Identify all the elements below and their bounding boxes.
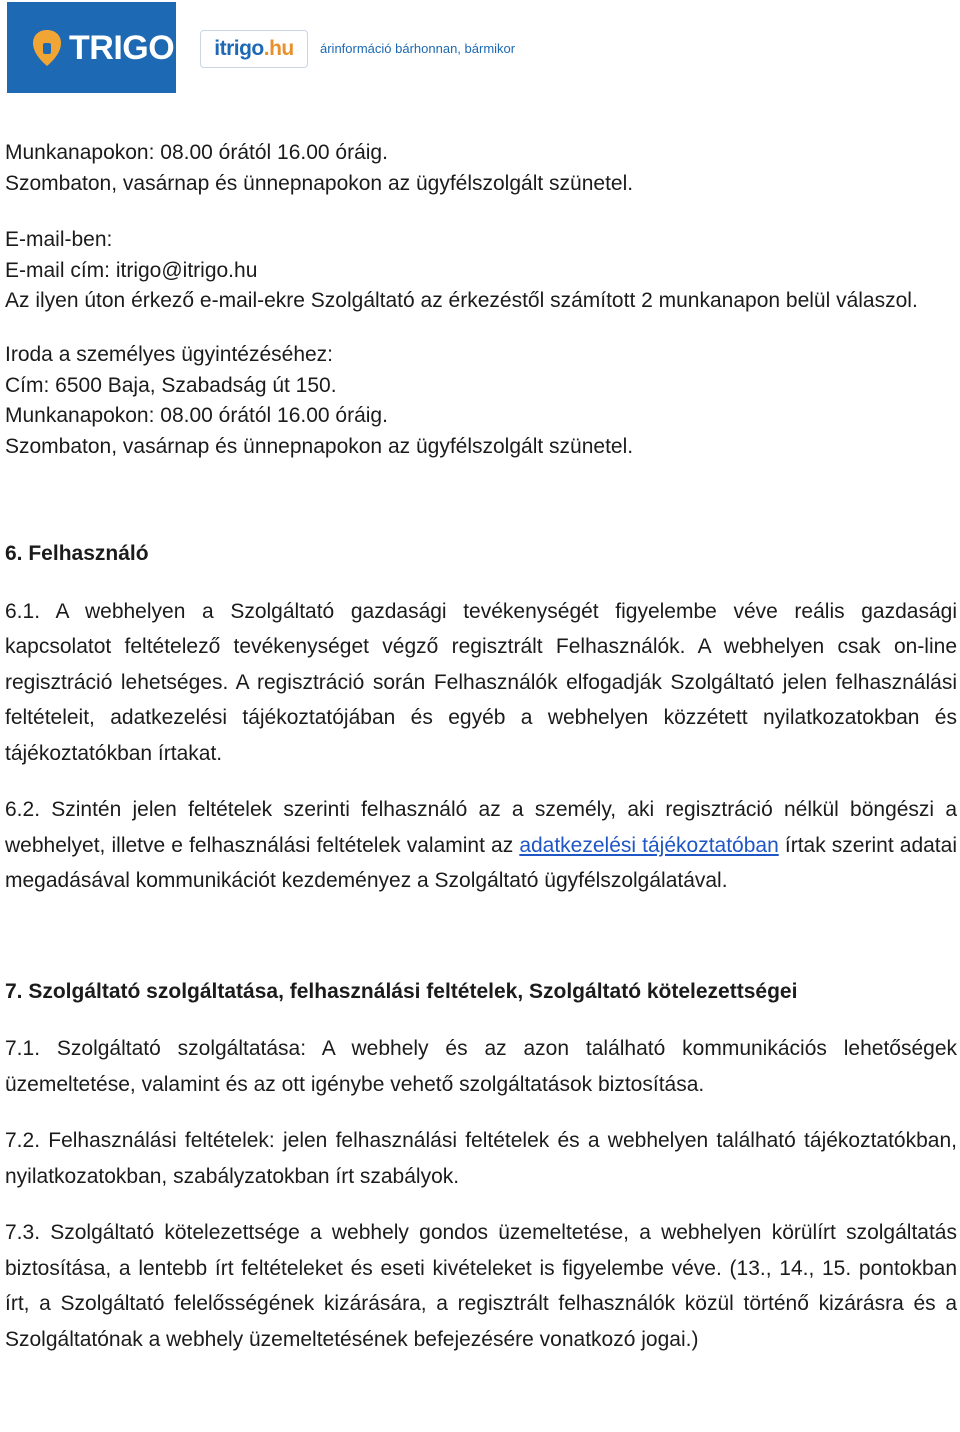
shield-lock-icon — [31, 29, 63, 67]
section-6-2-text-start: 6.2. Szintén jelen feltételek szerinti felhasználó az a személy, aki regisztráció nélkül böngészi a webhelyet, illetve e felhasználási feltételek valamint az — [5, 798, 957, 857]
section-6-title: 6. Felhasználó — [5, 542, 149, 565]
itrigo-badge[interactable] — [200, 30, 308, 68]
trigo-logo-text: TRIGO — [69, 29, 175, 67]
office-hours: Munkanapokon: 08.00 órától 16.00 óráig. — [5, 404, 388, 427]
section-7-title: 7. Szolgáltató szolgáltatása, felhasználási feltételek, Szolgáltató kötelezettségei — [5, 979, 798, 1003]
tagline: árinformáció bárhonnan, bármikor — [320, 41, 516, 56]
office-heading: Iroda a személyes ügyintézéséhez: — [5, 343, 334, 366]
itrigo-badge-domain: .hu — [263, 37, 294, 60]
section-7-1-text: 7.1. Szolgáltató szolgáltatása: A webhely és az azon található kommunikációs lehetőségek üzemeltetése, valamint és az ott igénybe vehető szolgáltatások biztosítása. — [5, 1037, 957, 1096]
page-header — [0, 0, 960, 100]
section-7-2-text: 7.2. Felhasználási feltételek: jelen felhasználási feltételek és a webhelyen található tájékoztatókban, nyilatkozatokban, szabályzatokban írt szabályok. — [5, 1129, 957, 1188]
email-address: E-mail cím: itrigo@itrigo.hu — [5, 258, 258, 282]
section-6-1-text: 6.1. A webhelyen a Szolgáltató gazdasági tevékenységét figyelembe véve reális gazdasági kapcsolatot feltételező tevékenységet végző regisztrált Felhasználók. A webhelyen csak on-line regisztráció lehetséges. A regisztráció során Felhasználók elfogadják Szolgáltató jelen felhasználási feltételeit, adatkezelési tájékoztatójában és egyéb a webhelyen közzétett nyilatkozatokban és tájékoztatókban írtakat. — [5, 599, 957, 765]
trigo-logo[interactable] — [7, 2, 176, 93]
office-address: Cím: 6500 Baja, Szabadság út 150. — [5, 373, 337, 397]
section-6-2-text — [5, 792, 957, 899]
section-7-3-text: 7.3. Szolgáltató kötelezettsége a webhely gondos üzemeltetése, a webhelyen körülírt szolgáltatás biztosítása, a lentebb írt feltételeket és eseti kivételeket is figyelembe véve. (13., 14., 15. pontokban írt, a Szolgáltató felelősségének kizárására, a regisztrált felhasználók közül történő kizárásra és a Szolgáltatónak a webhely üzemeltetésének befejezésére vonatkozó jogai.) — [5, 1221, 957, 1351]
privacy-notice-link[interactable]: adatkezelési tájékoztatóban — [519, 833, 779, 857]
section-6-2-text-end: írtak szerint adatai megadásával kommunikációt kezdeményez a Szolgáltató ügyfélszolgálatával. — [5, 833, 957, 892]
closed-line: Szombaton, vasárnap és ünnepnapokon az ügyfélszolgált szünetel. — [5, 171, 634, 195]
hours-line: Munkanapokon: 08.00 órától 16.00 óráig. — [5, 141, 388, 164]
itrigo-badge-name: itrigo — [214, 37, 264, 60]
document-body — [5, 138, 957, 1357]
email-heading: E-mail-ben: — [5, 228, 113, 251]
office-closed: Szombaton, vasárnap és ünnepnapokon az ügyfélszolgált szünetel. — [5, 434, 634, 458]
email-response-text: Az ilyen úton érkező e-mail-ekre Szolgáltató az érkezéstől számított 2 munkanapon belül válaszol. — [5, 289, 918, 312]
